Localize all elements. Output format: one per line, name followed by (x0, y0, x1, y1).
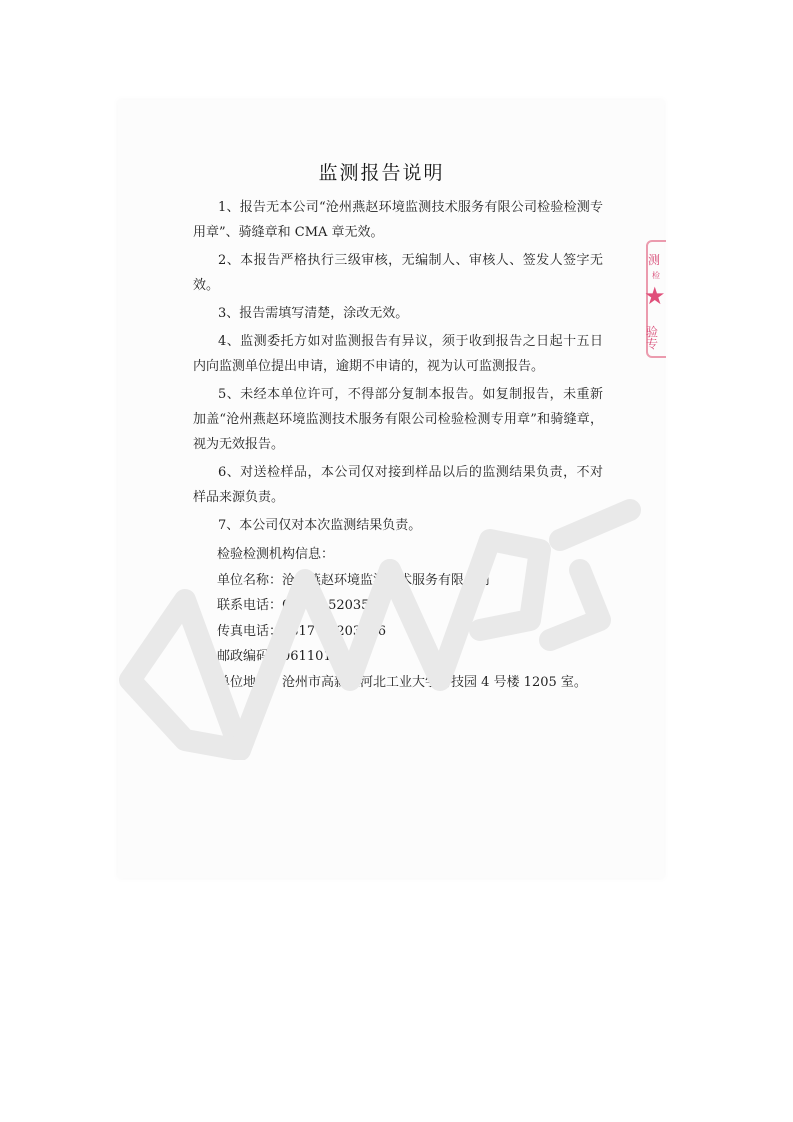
clause-4: 4、监测委托方如对监测报告有异议，须于收到报告之日起十五日内向监测单位提出申请，逾期不申请的，视为认可监测报告。 (193, 334, 603, 374)
info-company-name: 单位名称：沧州燕赵环境监测技术服务有限公司 (217, 572, 491, 588)
document-title (0, 158, 793, 185)
clause-3: 3、报告需填写清楚，涂改无效。 (218, 306, 409, 321)
info-phone: 联系电话：0317－5203556 (217, 598, 386, 613)
clause-6: 6、对送检样品，本公司仅对接到样品以后的监测结果负责，不对样品来源负责。 (193, 465, 603, 505)
info-heading: 检验检测机构信息： (217, 547, 335, 562)
clause-list (193, 195, 603, 541)
clause-1: 1、报告无本公司“沧州燕赵环境监测技术服务有限公司检验检测专用章”、骑缝章和 CMA 章无效。 (193, 200, 603, 240)
seal-star-icon: ★ (644, 282, 666, 310)
info-fax: 传真电话：0317－5203556 (217, 623, 386, 639)
seal-char-top: 测 (648, 253, 661, 267)
clause-2: 2、本报告严格执行三级审核，无编制人、审核人、签发人签字无效。 (193, 253, 603, 293)
info-address: 单位地址：沧州市高新区河北工业大学科技园 4 号楼 1205 室。 (217, 674, 587, 690)
document-title-text: 监测报告说明 (318, 162, 445, 184)
clause-5: 5、未经本单位许可，不得部分复制本报告。如复制报告，未重新加盖“沧州燕赵环境监测技术服务有限公司检验检测专用章”和骑缝章，视为无效报告。 (193, 387, 603, 452)
seal-stamp-partial (640, 240, 666, 358)
institution-info (217, 542, 587, 695)
info-postcode: 邮政编码：061101 (217, 649, 332, 664)
clause-7: 7、本公司仅对本次监测结果负责。 (218, 518, 422, 533)
seal-char-small: 检 (652, 271, 660, 280)
seal-char-bottom: 验专 (646, 325, 659, 351)
